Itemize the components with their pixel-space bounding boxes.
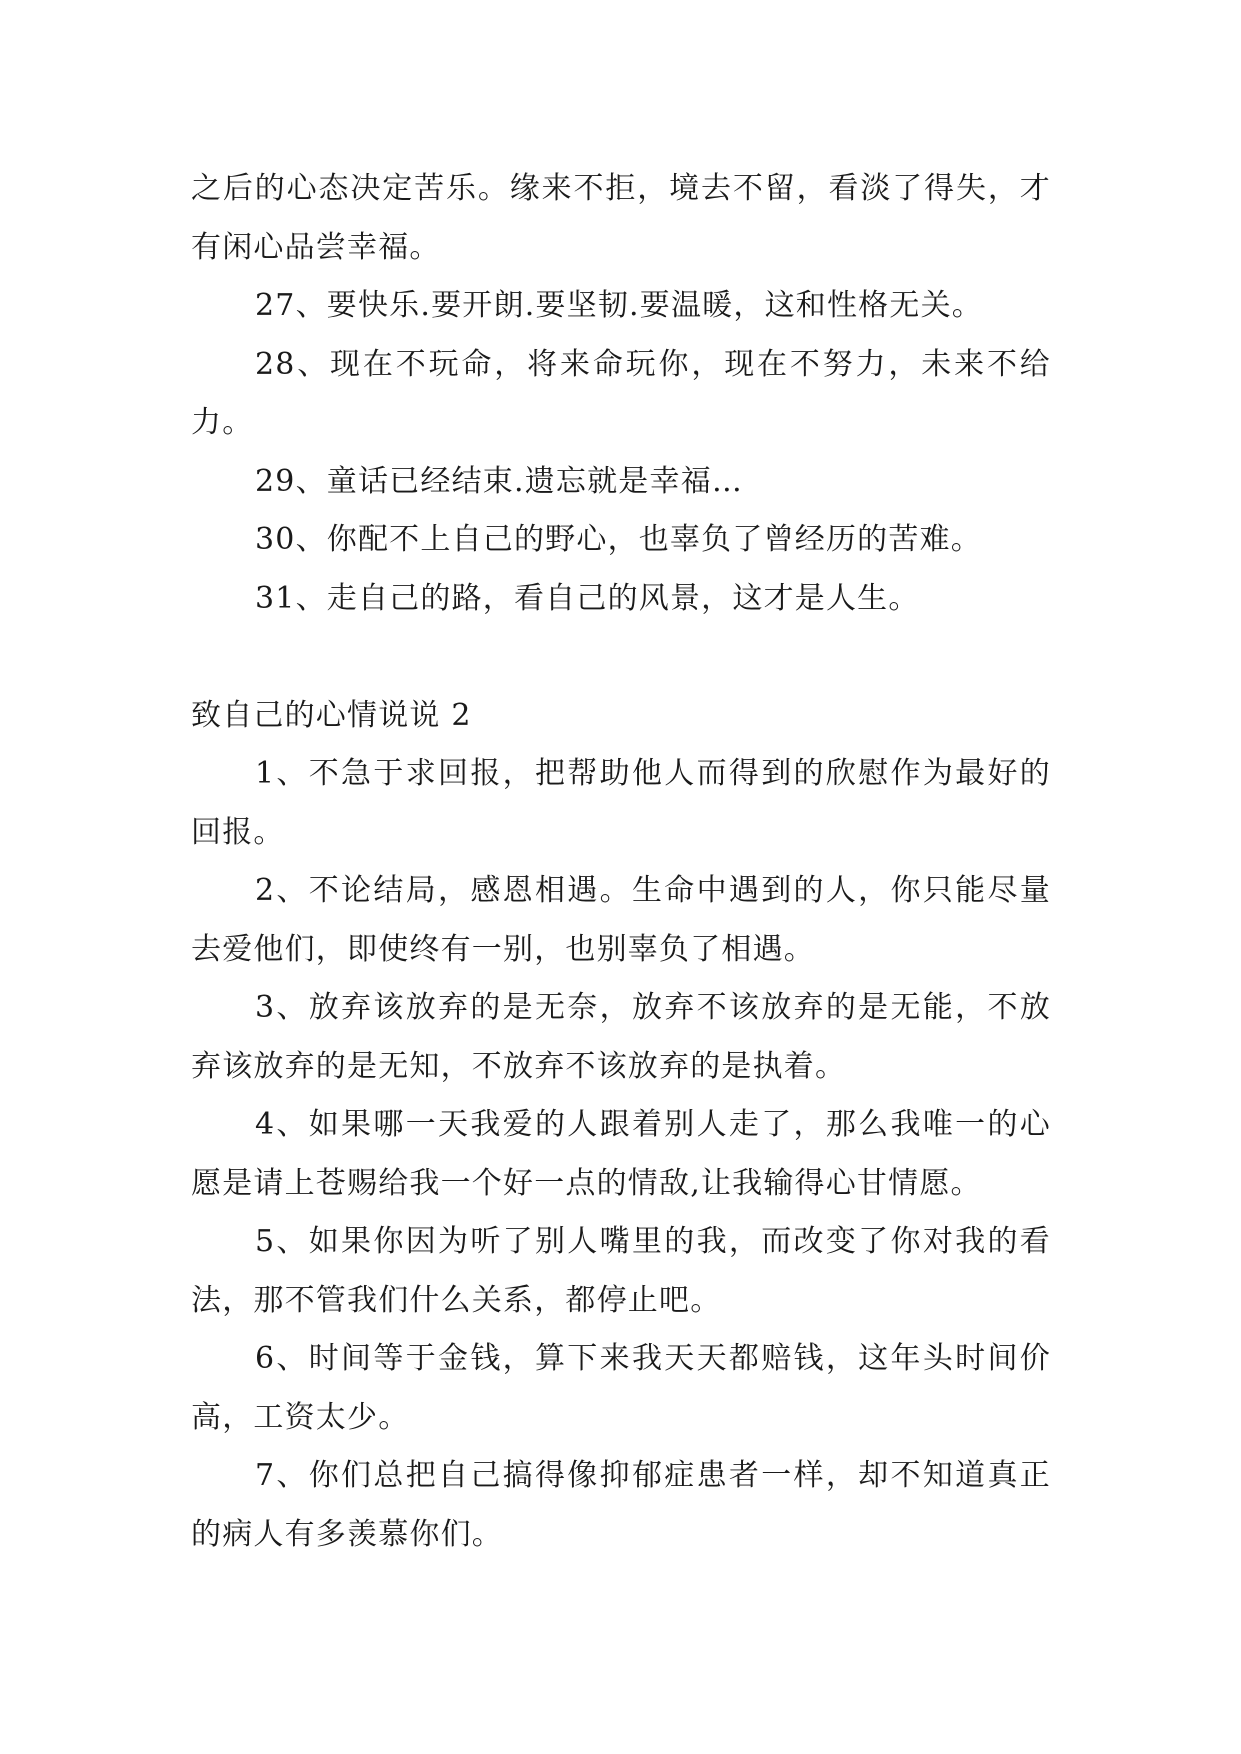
document-body	[191, 160, 1051, 1564]
list-item: 3、放弃该放弃的是无奈，放弃不该放弃的是无能，不放弃该放弃的是无知，不放弃不该放弃的是执着。	[191, 990, 1051, 1084]
list-item: 5、如果你因为听了别人嘴里的我，而改变了你对我的看法，那不管我们什么关系，都停止吧。	[191, 1224, 1051, 1318]
list-item: 7、你们总把自己搞得像抑郁症患者一样，却不知道真正的病人有多羡慕你们。	[191, 1458, 1051, 1552]
continuation-paragraph: 之后的心态决定苦乐。缘来不拒，境去不留，看淡了得失，才有闲心品尝幸福。	[191, 171, 1051, 265]
list-item: 29、童话已经结束.遗忘就是幸福…	[255, 463, 744, 499]
list-item: 4、如果哪一天我爱的人跟着别人走了，那么我唯一的心愿是请上苍赐给我一个好一点的情敌,让我输得心甘情愿。	[191, 1107, 1051, 1201]
list-item: 27、要快乐.要开朗.要坚韧.要温暖，这和性格无关。	[255, 288, 983, 323]
list-item: 2、不论结局，感恩相遇。生命中遇到的人，你只能尽量去爱他们，即使终有一别，也别辜负了相遇。	[191, 873, 1051, 967]
section-heading: 致自己的心情说说 2	[191, 697, 472, 733]
list-item: 1、不急于求回报，把帮助他人而得到的欣慰作为最好的回报。	[191, 756, 1051, 850]
list-item: 28、现在不玩命，将来命玩你，现在不努力，未来不给力。	[191, 346, 1051, 440]
list-item: 6、时间等于金钱，算下来我天天都赔钱，这年头时间价高，工资太少。	[191, 1341, 1051, 1435]
list-item: 31、走自己的路，看自己的风景，这才是人生。	[255, 580, 920, 616]
list-item: 30、你配不上自己的野心，也辜负了曾经历的苦难。	[255, 522, 982, 557]
